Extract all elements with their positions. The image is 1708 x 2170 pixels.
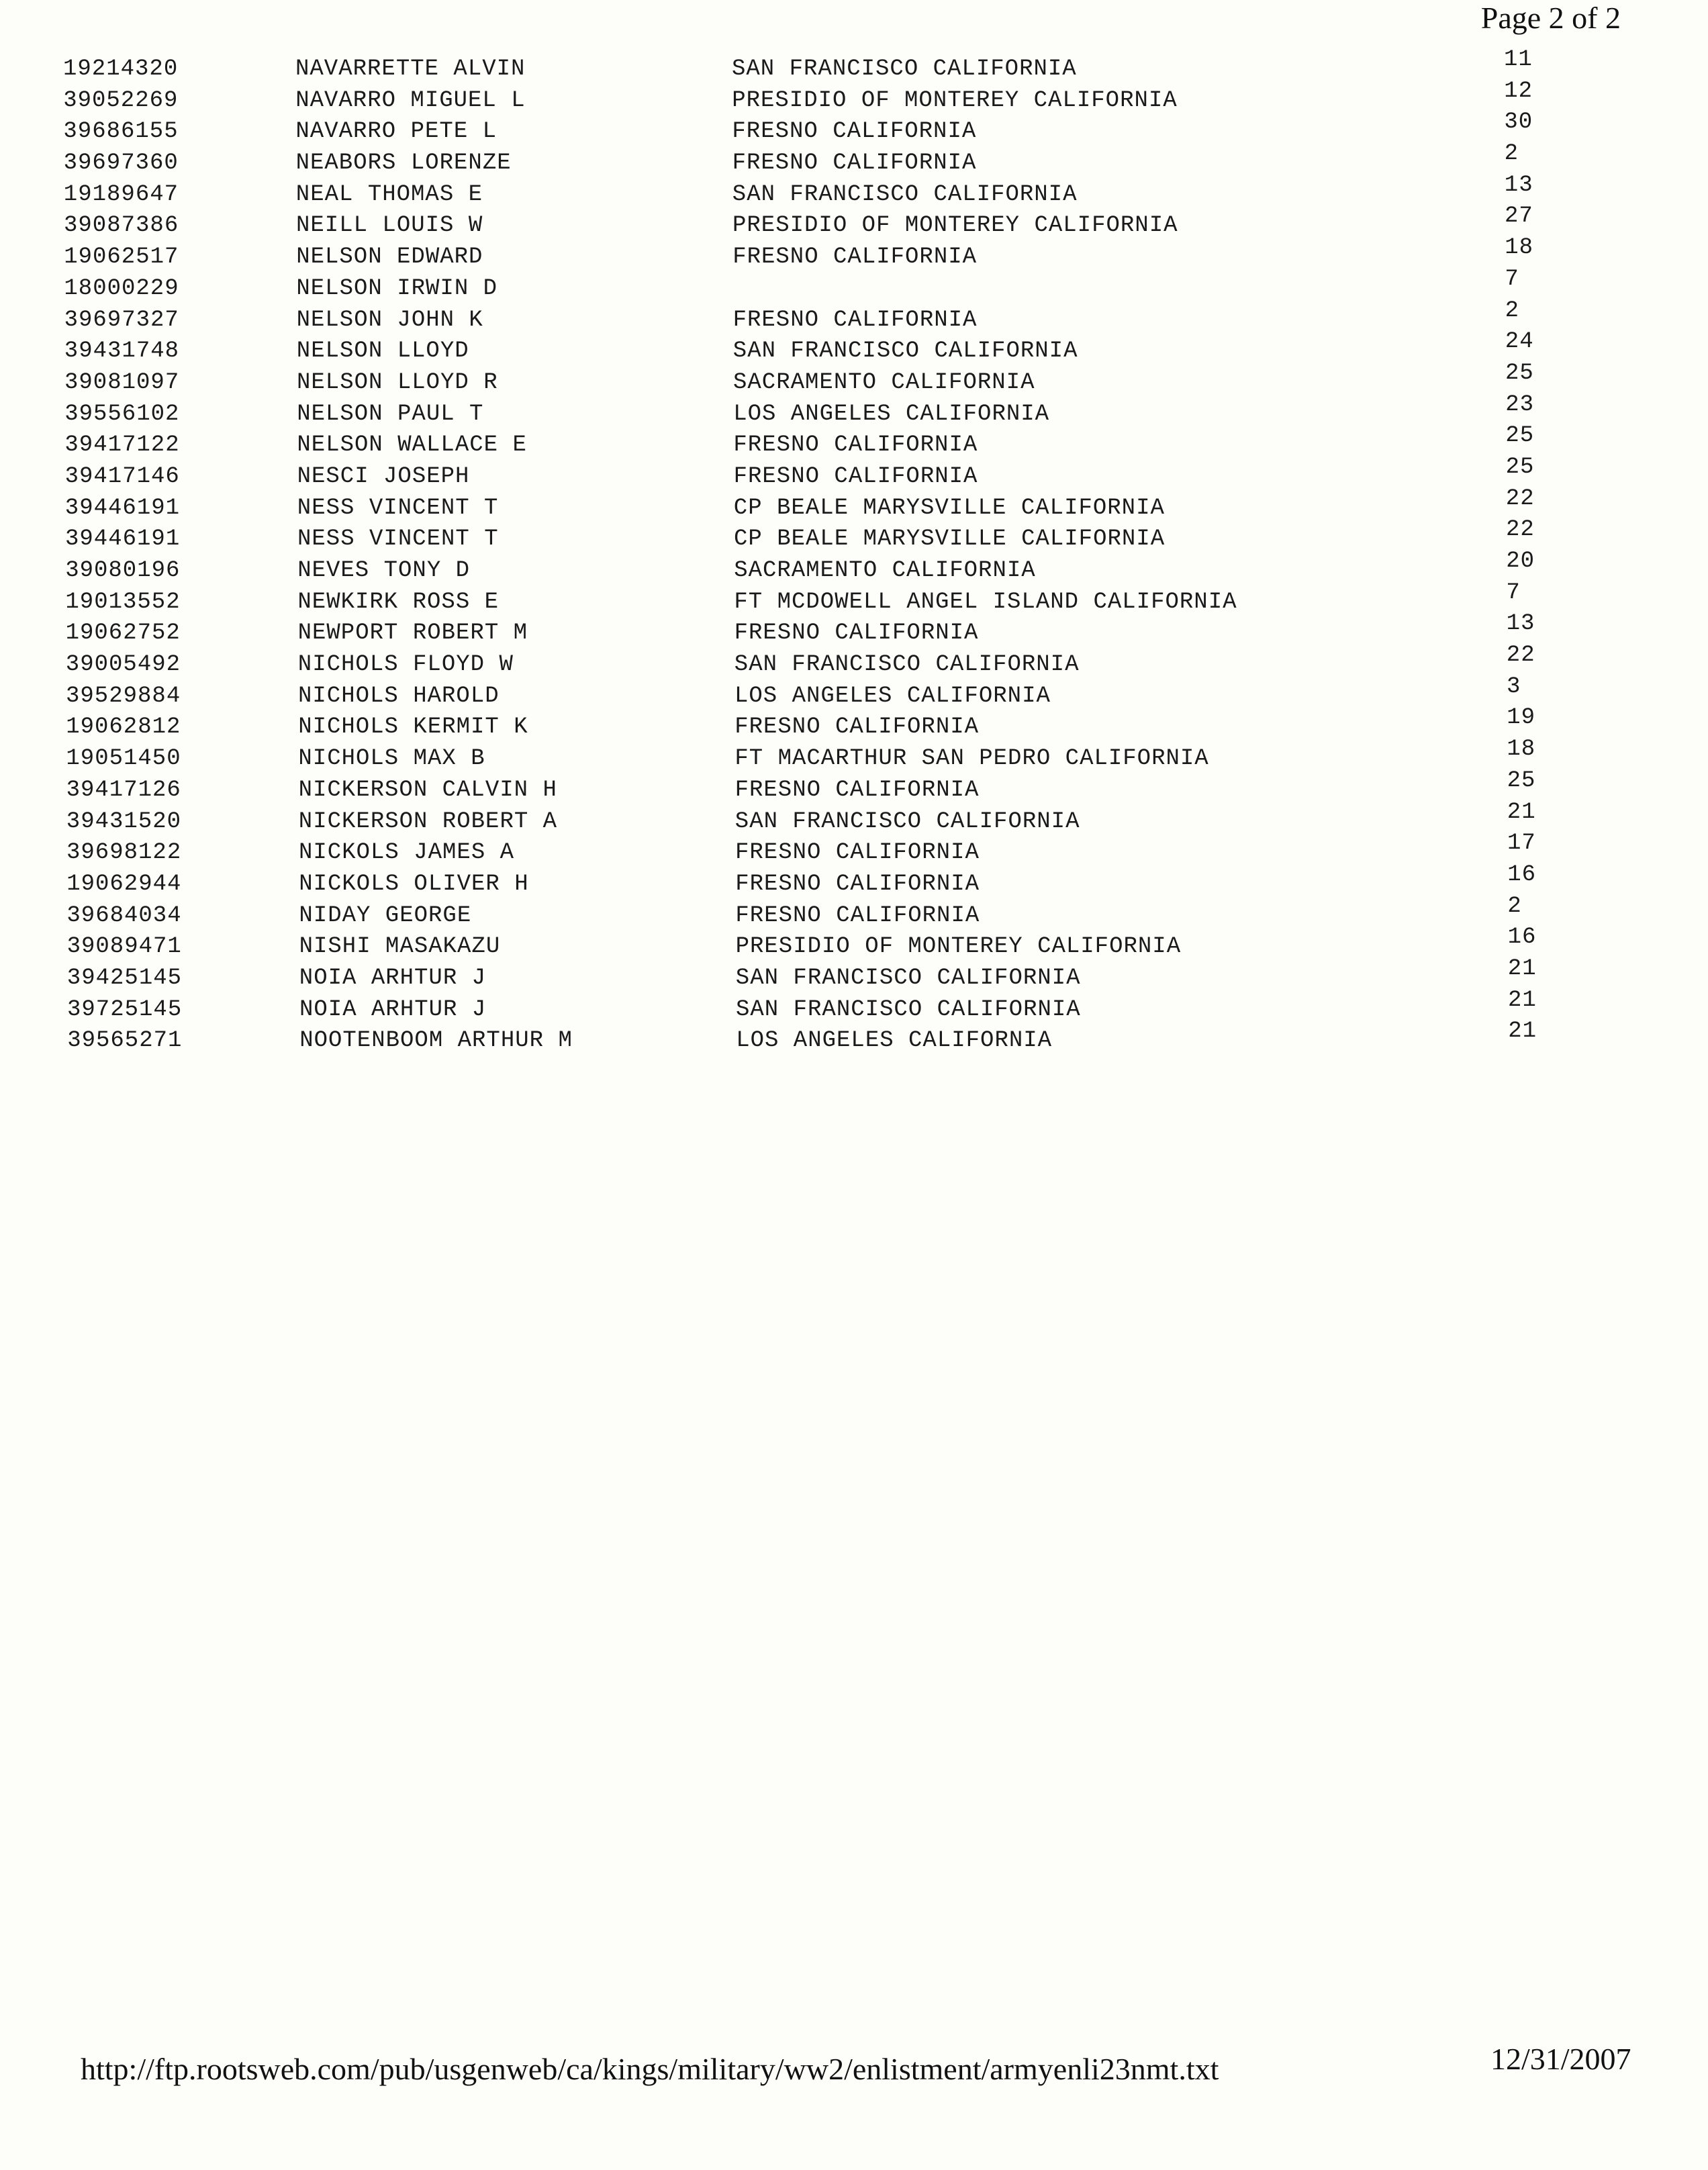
serial-number: 19051450 [66,746,181,772]
record-code: 13 [1504,172,1533,198]
enlistee-name: NOOTENBOOM ARTHUR M [299,1028,573,1054]
enlistment-place: FRESNO CALIFORNIA [735,840,980,866]
enlistee-name: NELSON EDWARD [296,244,483,271]
enlistment-place: SACRAMENTO CALIFORNIA [733,369,1035,395]
record-row [3,673,1708,712]
record-code: 18 [1505,235,1533,261]
enlistment-place: LOS ANGELES CALIFORNIA [736,1028,1053,1054]
serial-number: 39698122 [66,840,182,866]
record-row [3,705,1708,743]
record-row [0,109,1708,148]
record-row [1,329,1708,367]
enlistee-name: NIDAY GEORGE [299,902,472,929]
serial-number: 39089471 [66,934,182,960]
record-row [1,172,1708,211]
record-row [3,831,1708,869]
serial-number: 39417126 [66,777,181,803]
enlistment-place: FRESNO CALIFORNIA [735,871,980,897]
record-code: 16 [1507,925,1537,951]
enlistment-place: SAN FRANCISCO CALIFORNIA [736,996,1081,1023]
record-row [1,360,1708,399]
enlistee-name: NICKOLS JAMES A [299,840,515,866]
enlistment-place: SAN FRANCISCO CALIFORNIA [732,56,1077,82]
serial-number: 18000229 [64,275,179,301]
record-row [1,266,1708,305]
record-code: 21 [1508,1019,1537,1045]
record-row [1,391,1708,430]
record-code: 22 [1506,517,1535,543]
record-code: 2 [1505,297,1519,324]
record-code: 7 [1506,579,1521,606]
enlistee-name: NEWKIRK ROSS E [297,589,500,615]
record-code: 11 [1504,47,1533,73]
record-code: 27 [1505,203,1533,230]
record-code: 24 [1505,329,1534,355]
serial-number: 39081097 [64,369,180,395]
record-row [3,737,1708,775]
serial-number: 39417146 [64,463,180,489]
enlistment-place: FRESNO CALIFORNIA [733,432,978,459]
enlistee-name: NICHOLS FLOYD W [297,652,514,678]
record-code: 22 [1506,643,1535,669]
enlistment-place: SAN FRANCISCO CALIFORNIA [734,652,1080,678]
enlistment-place: FRESNO CALIFORNIA [732,150,977,177]
serial-number: 19013552 [65,589,181,615]
record-code: 16 [1507,861,1536,888]
enlistee-name: NEVES TONY D [297,558,471,583]
record-row [1,235,1708,273]
record-code: 3 [1507,673,1521,700]
enlistment-place: PRESIDIO OF MONTEREY CALIFORNIA [735,934,1182,960]
record-code: 12 [1504,78,1533,104]
enlistee-name: NEWPORT ROBERT M [297,620,528,647]
enlistee-name: NICHOLS HAROLD [298,683,500,709]
enlistment-place: FRESNO CALIFORNIA [732,244,978,271]
serial-number: 19062812 [66,714,181,741]
enlistment-place: SAN FRANCISCO CALIFORNIA [732,181,1078,207]
record-row [3,643,1708,681]
serial-number: 19062752 [65,620,181,647]
record-row [3,893,1708,932]
enlistment-place: CP BEALE MARYSVILLE CALIFORNIA [734,526,1166,553]
serial-number: 39725145 [67,996,183,1023]
serial-number: 39686155 [63,119,179,145]
enlistment-place: FRESNO CALIFORNIA [733,463,978,489]
enlistment-record-list [0,47,1708,1057]
record-row [1,141,1708,179]
serial-number: 39446191 [65,526,181,553]
record-row [1,423,1708,461]
enlistee-name: NESCI JOSEPH [297,463,470,489]
record-code: 2 [1504,141,1519,167]
enlistment-place: FRESNO CALIFORNIA [735,902,980,929]
enlistee-name: NOIA ARHTUR J [299,965,487,991]
enlistee-name: NAVARRO PETE L [295,119,497,145]
record-row [2,549,1708,587]
enlistment-place: PRESIDIO OF MONTEREY CALIFORNIA [732,87,1178,113]
record-row [4,925,1708,963]
source-url: http://ftp.rootsweb.com/pub/usgenweb/ca/kings/military/ww2/enlistment/armyenli23nmt.txt [81,2052,1219,2086]
enlistee-name: NEABORS LORENZE [295,150,512,177]
enlistee-name: NELSON IRWIN D [296,275,498,301]
record-code: 25 [1505,360,1534,386]
record-code: 21 [1507,955,1537,982]
enlistee-name: NICHOLS MAX B [298,746,485,772]
enlistee-name: NICKERSON ROBERT A [298,808,558,835]
serial-number: 39697327 [64,307,179,333]
enlistee-name: NELSON WALLACE E [297,432,527,459]
enlistment-place: SAN FRANCISCO CALIFORNIA [732,338,1078,365]
record-code: 19 [1507,705,1535,731]
enlistee-name: NOIA ARHTUR J [299,996,487,1023]
enlistee-name: NAVARRO MIGUEL L [295,87,526,113]
serial-number: 39425145 [66,965,183,991]
serial-number: 19062517 [64,244,179,271]
enlistee-name: NAVARRETTE ALVIN [295,56,526,82]
record-row [3,611,1708,649]
enlistment-place: FT MACARTHUR SAN PEDRO CALIFORNIA [734,746,1209,772]
record-row [4,955,1708,994]
record-code: 7 [1505,266,1519,292]
enlistment-place: FRESNO CALIFORNIA [734,714,980,741]
enlistee-name: NESS VINCENT T [297,526,499,553]
serial-number: 39417122 [64,432,180,459]
record-code: 17 [1507,831,1536,857]
enlistee-name: NELSON LLOYD [296,338,469,365]
record-row [2,517,1708,555]
enlistment-place: SAN FRANCISCO CALIFORNIA [734,808,1080,835]
record-code: 21 [1507,799,1536,825]
serial-number: 39431748 [64,338,180,365]
record-code: 25 [1505,454,1535,480]
record-row [2,454,1708,493]
enlistment-place: FT MCDOWELL ANGEL ISLAND CALIFORNIA [734,589,1237,615]
enlistment-place: CP BEALE MARYSVILLE CALIFORNIA [733,495,1165,521]
serial-number: 19189647 [63,181,179,207]
enlistee-name: NEILL LOUIS W [296,213,483,239]
serial-number: 39431520 [66,808,182,835]
record-row [1,297,1708,336]
record-code: 20 [1506,549,1535,574]
serial-number: 39565271 [67,1028,183,1054]
enlistee-name: NELSON LLOYD R [297,369,498,395]
record-code: 30 [1504,109,1533,136]
serial-number: 39529884 [66,683,181,709]
record-row [0,47,1708,85]
record-row [4,987,1708,1026]
enlistee-name: NICKOLS OLIVER H [299,871,529,897]
enlistment-place: FRESNO CALIFORNIA [732,119,977,145]
serial-number: 39087386 [64,213,179,239]
record-code: 2 [1507,893,1522,919]
record-code: 25 [1505,423,1535,449]
enlistment-place: FRESNO CALIFORNIA [732,307,978,333]
print-date: 12/31/2007 [1490,2042,1631,2076]
record-code: 21 [1508,987,1537,1013]
serial-number: 39052269 [63,87,179,113]
record-row [4,1019,1708,1057]
enlistment-place: LOS ANGELES CALIFORNIA [734,683,1051,709]
serial-number: 19062944 [66,871,182,897]
enlistee-name: NICHOLS KERMIT K [298,714,528,741]
serial-number: 39697360 [63,150,179,177]
serial-number: 39556102 [64,401,180,427]
serial-number: 39005492 [65,652,181,678]
enlistment-place: FRESNO CALIFORNIA [734,620,979,647]
record-code: 25 [1507,767,1536,794]
enlistee-name: NELSON JOHN K [296,307,483,333]
enlistment-place: LOS ANGELES CALIFORNIA [733,401,1050,427]
serial-number: 39080196 [65,558,181,583]
enlistee-name: NISHI MASAKAZU [299,934,501,960]
serial-number: 39684034 [66,902,182,929]
enlistee-name: NICKERSON CALVIN H [298,777,557,803]
enlistment-place: FRESNO CALIFORNIA [734,777,980,803]
record-row [1,203,1708,242]
record-code: 23 [1505,391,1534,418]
serial-number: 39446191 [64,495,181,521]
enlistee-name: NEAL THOMAS E [295,181,483,207]
enlistee-name: NELSON PAUL T [297,401,484,427]
record-code: 18 [1507,737,1536,763]
enlistment-place: PRESIDIO OF MONTEREY CALIFORNIA [732,213,1178,239]
enlistment-place: SAN FRANCISCO CALIFORNIA [735,965,1081,991]
record-row [2,485,1708,524]
record-row [3,799,1708,838]
record-row [3,861,1708,900]
record-code: 22 [1505,485,1535,512]
record-code: 13 [1506,611,1535,637]
record-row [0,78,1708,117]
enlistee-name: NESS VINCENT T [297,495,499,521]
enlistment-place: SACRAMENTO CALIFORNIA [734,558,1036,583]
record-row [3,767,1708,806]
record-row [2,579,1708,618]
serial-number: 19214320 [63,56,179,82]
page-number-label: Page 2 of 2 [1480,1,1621,35]
